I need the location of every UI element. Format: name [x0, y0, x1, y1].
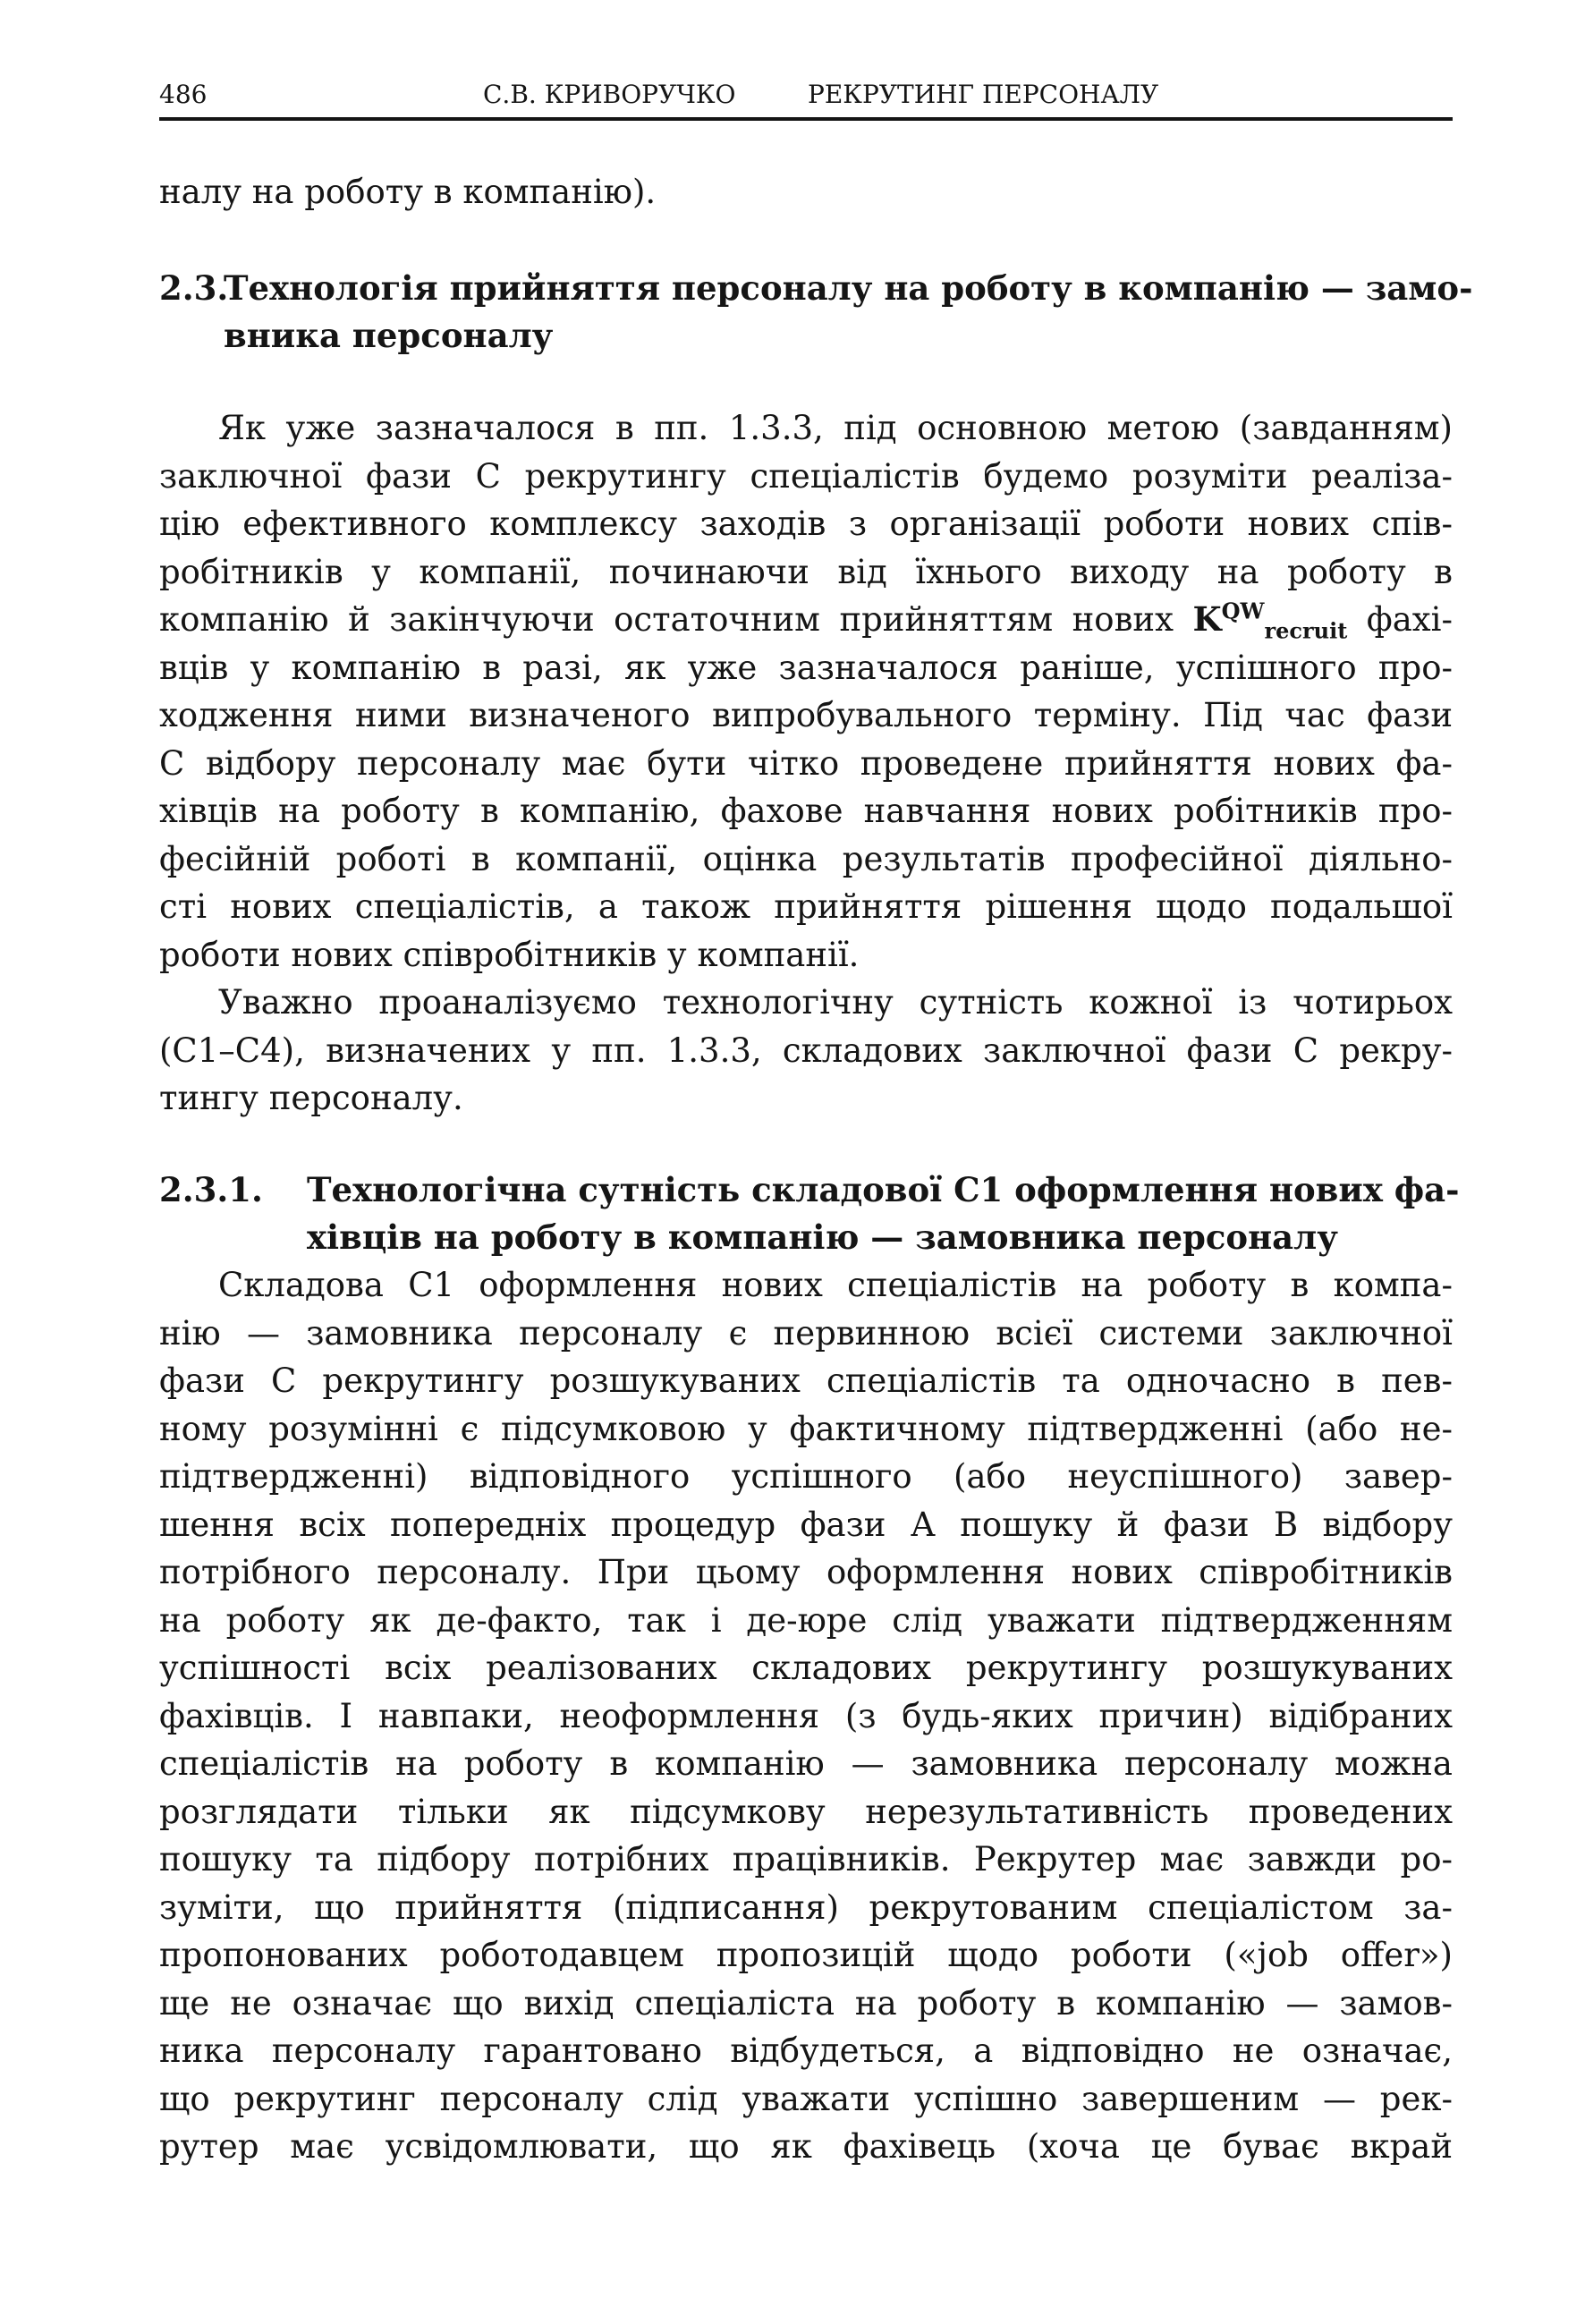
- section-number: 2.3.1.: [159, 1170, 263, 1209]
- section-title: Технологія прийняття персоналу на роботу в компанію — замо- вника персоналу: [224, 268, 1473, 355]
- header-author: С.В. КРИВОРУЧКО: [483, 80, 736, 109]
- intro-line: налу на роботу в компанію).: [159, 173, 657, 211]
- page-number: 486: [159, 80, 208, 109]
- paragraph-1: Як уже зазначалося в пп. 1.3.3, під основною метою (завданням) заключної фази С рекрутингу спеціалістів будемо розуміти реаліза- цію ефективного комплексу заходів з організації роботи нових спів- робітників у компанії, починаючи від їхнього виходу на роботу в компанію й закінчуючи остаточним прийняттям нових $K^{QW}_{recruit}$ фахі- вців у компанію в разі, як уже зазначалося раніше, успішного про- ходження ними визначеного випробувального терміну. Під час фази С відбору персоналу має бути чітко проведене прийняття нових фа- хівців на роботу в компанію, фахове навчання нових робітників про- фесійній роботі в компанії, оцінка результатів професійної діяльно- сті нових спеціалістів, а також прийняття рішення щодо подальшої роботи нових співробітників у компанії.: [159, 409, 1454, 974]
- section-title: Технологічна сутність складової С1 оформлення нових фа- хівців на роботу в компанію — замовника персоналу: [307, 1170, 1460, 1257]
- line-with-formula: компанію й закінчуючи остаточним прийняттям нових $K^{QW}_{recruit}$ фахі-: [159, 598, 1454, 644]
- paragraph-2: Уважно проаналізуємо технологічну сутність кожної із чотирьох (С1–С4), визначених у пп. 1.3.3, складових заключної фази С рекру- тингу персоналу.: [159, 983, 1453, 1117]
- book-page: [159, 0, 1473, 2324]
- section-number: 2.3.: [159, 268, 229, 308]
- paragraph-3: Складова С1 оформлення нових спеціалістів на роботу в компа- нію — замовника персоналу є первинною всієї системи заключної фази С рекрутингу розшукуваних спеціалістів та одночасно в пев- ному розумінні є підсумковою у фактичному підтвердженні (або не- підтвердженні) відповідного успішного (або неуспішного) завер- шення всіх попередніх процедур фази А пошуку й фази В відбору потрібного персоналу. При цьому оформлення нових співробітників на роботу як де-факто, так і де-юре слід уважати підтвердженням успішності всіх реалізованих складових рекрутингу розшукуваних фахівців. І навпаки, неоформлення (з будь-яких причин) відібраних спеціалістів на роботу в компанію — замовника персоналу можна розглядати тільки як підсумкову нерезультативність проведених пошуку та підбору потрібних працівників. Рекрутер має завжди ро- зуміти, що прийняття (підписання) рекрутованим спеціалістом за- пропонованих роботодавцем пропозицій щодо роботи («job offer») ще не означає що вихід спеціаліста на роботу в компанію — замов- ника персоналу гарантовано відбудеться, а відповідно не означає, що рекрутинг персоналу слід уважати успішно завершеним — рек- рутер має усвідомлювати, що як фахівець (хоча це буває вкрай: [159, 1266, 1453, 2166]
- running-header: [159, 75, 1453, 115]
- header-rule: [159, 117, 1453, 121]
- formula-k-recruit: $K^{QW}_{recruit}$: [1192, 598, 1348, 644]
- header-book-title: РЕКРУТИНГ ПЕРСОНАЛУ: [808, 80, 1159, 109]
